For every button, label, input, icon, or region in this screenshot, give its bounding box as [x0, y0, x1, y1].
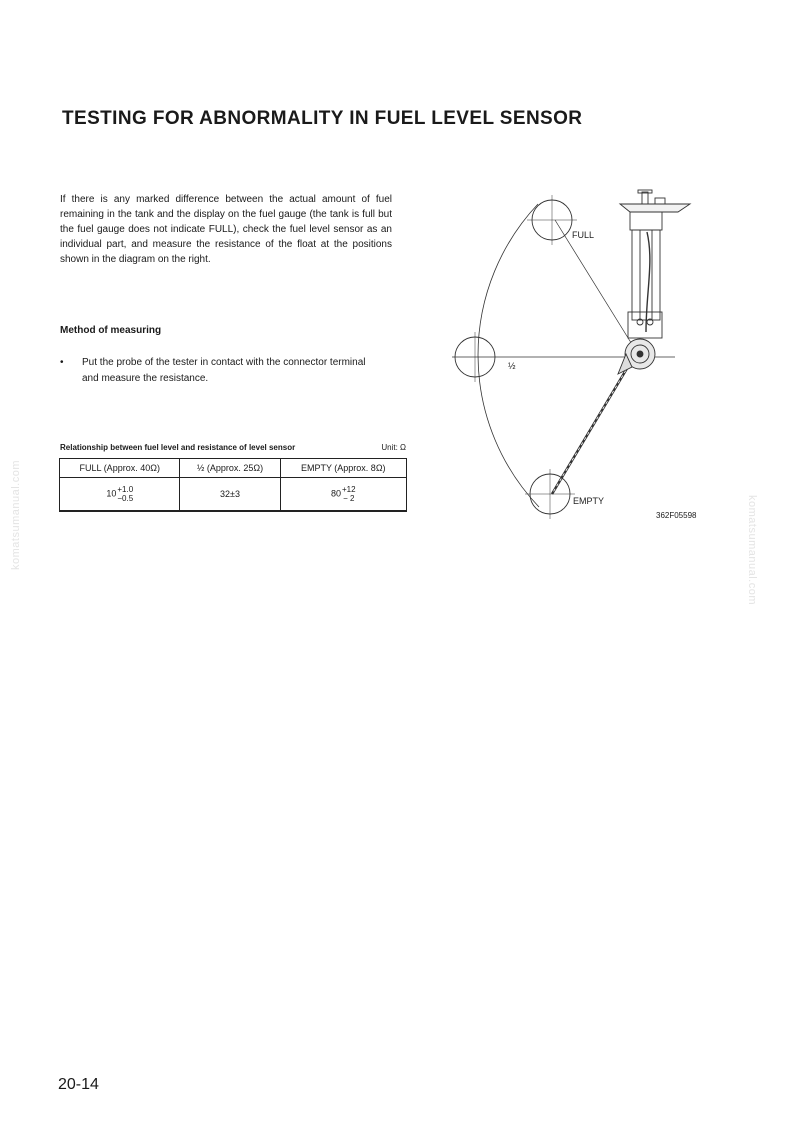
- resistance-table: [59, 458, 407, 512]
- watermark-left: komatsumanual.com: [10, 460, 22, 570]
- table-row: [60, 478, 407, 512]
- half-label: ½: [508, 361, 516, 371]
- page-title: TESTING FOR ABNORMALITY IN FUEL LEVEL SENSOR: [62, 108, 583, 129]
- method-step: [60, 355, 380, 387]
- float-full-circle: [527, 195, 577, 245]
- diagram-svg: [440, 182, 730, 527]
- bullet-icon: •: [60, 357, 64, 368]
- empty-lower-tolerance: − 2: [343, 494, 355, 503]
- intro-paragraph: If there is any marked difference between the actual amount of fuel remaining in the tank and the display on the fuel gauge (the tank is full but the fuel gauge does not indicate FULL), check the fuel level sensor as an individual part, and measure the resistance of the float at the positions shown in the diagram on the right.: [60, 194, 392, 265]
- empty-tolerance: [342, 485, 356, 503]
- figure-code: 362F05598: [656, 511, 697, 520]
- sensor-body: [618, 190, 690, 374]
- page-number: 20-14: [58, 1076, 99, 1093]
- full-label: FULL: [572, 230, 595, 240]
- watermark-right: komatsumanual.com: [746, 495, 758, 605]
- header-full: FULL (Approx. 40Ω): [60, 459, 180, 478]
- table-caption: [60, 443, 406, 452]
- cell-half: 32±3: [180, 478, 280, 512]
- float-swing-arc: [478, 204, 539, 507]
- method-step-text: Put the probe of the tester in contact with the connector terminal and measure the resistance.: [82, 357, 366, 384]
- empty-base-value: 80: [330, 488, 341, 499]
- method-heading: Method of measuring: [60, 325, 162, 336]
- empty-upper-tolerance: +12: [341, 485, 356, 494]
- empty-arm-inner: [552, 360, 632, 494]
- cell-empty: [280, 478, 407, 512]
- table-header-row: [60, 459, 407, 478]
- header-half: ½ (Approx. 25Ω): [180, 459, 280, 478]
- full-lower-tolerance: −0.5: [117, 494, 134, 503]
- empty-label: EMPTY: [573, 496, 605, 506]
- table-unit: Unit: Ω: [381, 443, 406, 452]
- full-upper-tolerance: +1.0: [117, 485, 134, 494]
- full-tolerance: [117, 485, 133, 503]
- header-empty: EMPTY (Approx. 8Ω): [280, 459, 407, 478]
- full-base-value: 10: [106, 488, 117, 499]
- table-caption-text: Relationship between fuel level and resistance of level sensor: [60, 443, 296, 452]
- cell-full: [60, 478, 180, 512]
- float-position-diagram: [440, 182, 730, 527]
- float-empty-circle: [525, 469, 575, 519]
- full-arm-line: [555, 220, 638, 354]
